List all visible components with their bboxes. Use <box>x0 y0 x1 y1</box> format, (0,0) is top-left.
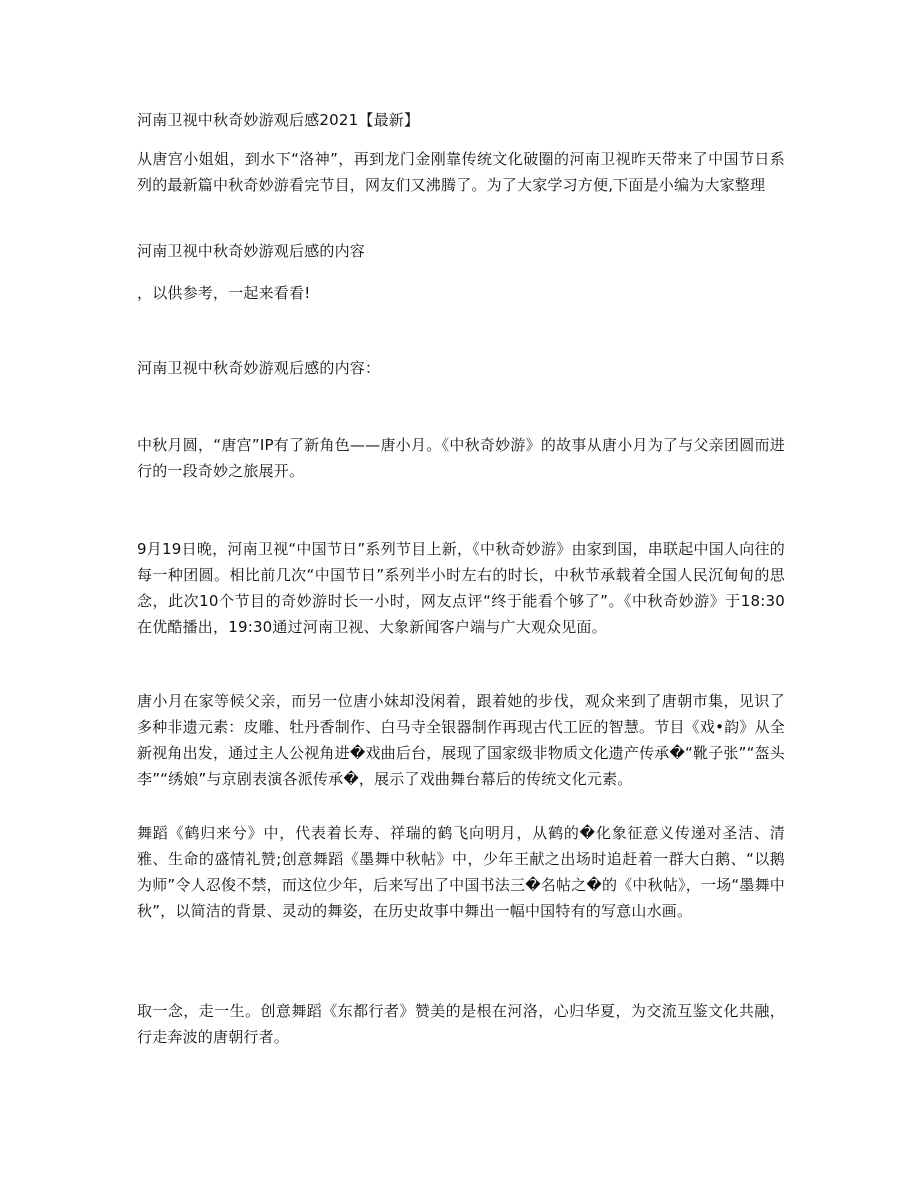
content-subheading: 河南卫视中秋奇妙游观后感的内容： <box>137 359 381 377</box>
document-title: 河南卫视中秋奇妙游观后感2021【最新】 <box>137 111 420 129</box>
section-heading: 河南卫视中秋奇妙游观后感的内容 <box>137 242 366 260</box>
body-paragraph-1: 中秋月圆，“唐宫”IP有了新角色——唐小月。《中秋奇妙游》的故事从唐小月为了与父亲团圆而进行的一段奇妙之旅展开。 <box>137 436 785 480</box>
intro-paragraph: 从唐宫小姐姐，到水下“洛神”，再到龙门金刚靠传统文化破圈的河南卫视昨天带来了中国节日系列的最新篇中秋奇妙游看完节目，网友们又沸腾了。为了大家学习方便,下面是小编为大家整理 <box>137 150 785 194</box>
reference-line: ，以供参考，一起来看看! <box>137 284 311 302</box>
body-paragraph-5: 取一念，走一生。创意舞蹈《东都行者》赞美的是根在河洛，心归华夏，为交流互鉴文化共融，行走奔波的唐朝行者。 <box>137 1002 785 1046</box>
body-paragraph-4: 舞蹈《鹤归来兮》中，代表着长寿、祥瑞的鹤飞向明月，从鹤的�化象征意义传递对圣洁、清雅、生命的盛情礼赞;创意舞蹈《墨舞中秋帖》中，少年王献之出场时追赶着一群大白鹅、“以鹅为师”令人忍俊不禁，而这位少年，后来写出了中国书法三�名帖之�的《中秋帖》，一场“墨舞中秋”，以简洁的背景、灵动的舞姿，在历史故事中舞出一幅中国特有的写意山水画。 <box>137 824 785 920</box>
body-paragraph-2: 9月19日晚，河南卫视“中国节日”系列节目上新，《中秋奇妙游》由家到国，串联起中国人向往的每一种团圆。相比前几次“中国节日”系列半小时左右的时长，中秋节承载着全国人民沉甸甸的思念，此次10个节目的奇妙游时长一小时，网友点评“终于能看个够了”。《中秋奇妙游》于18:30在优酷播出，19:30通过河南卫视、大象新闻客户端与广大观众见面。 <box>137 540 785 636</box>
body-paragraph-3: 唐小月在家等候父亲，而另一位唐小妹却没闲着，跟着她的步伐，观众来到了唐朝市集，见识了多种非遗元素：皮雕、牡丹香制作、白马寺全银器制作再现古代工匠的智慧。节目《戏•韵》从全新视角出发，通过主人公视角进�戏曲后台，展现了国家级非物质文化遗产传承�“靴子张”“盔头李”“绣娘”与京剧表演各派传承�，展示了戏曲舞台幕后的传统文化元素。 <box>137 692 785 788</box>
